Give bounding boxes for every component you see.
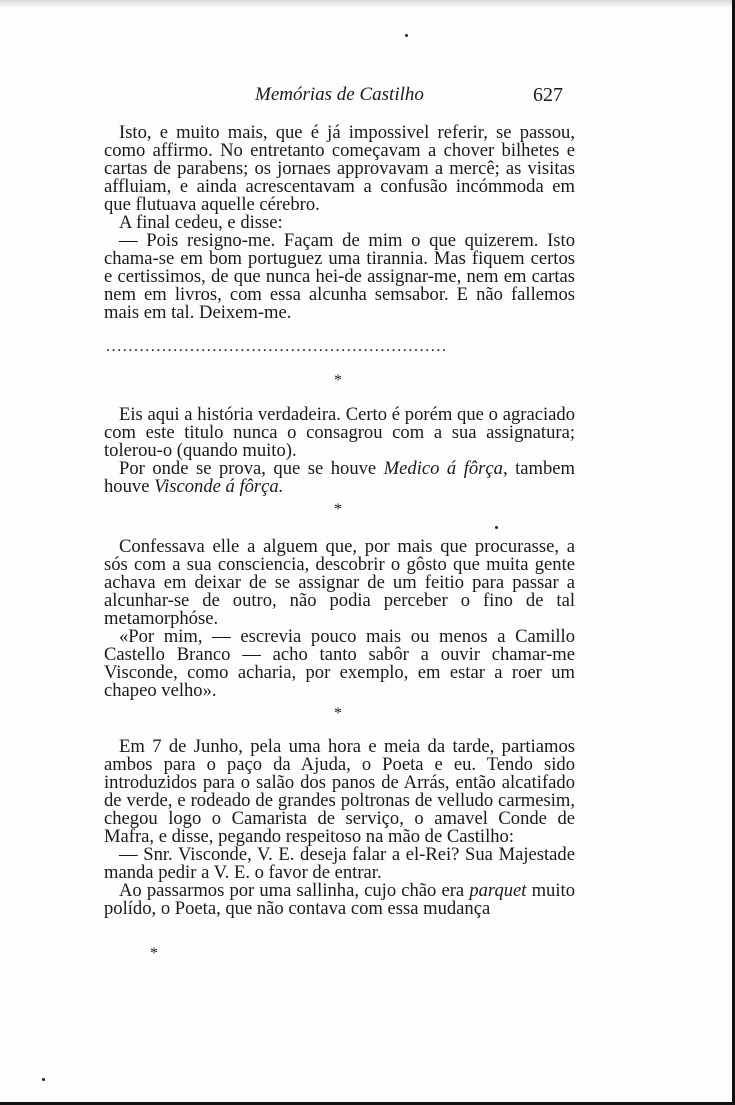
paragraph: — Snr. Visconde, V. E. deseja falar a el-Rei? Sua Majestade manda pedir a V. E. o favor de entrar. [104,844,575,883]
paragraph: Isto, e muito mais, que é já impossivel referir, se passou, como affirmo. No entretanto começavam a chover bilhetes e cartas de parabens; os jornaes approvavam a mercê; as visitas affluiam, e ainda acrescentavam a confusão incómmoda em que flutuava aquelle cérebro. [104,122,575,215]
running-title: Memórias de Castilho [255,84,424,105]
paragraph: Confessava elle a alguem que, por mais que procurasse, a sós com a sua consciencia, descobrir o gôsto que muita gente achava em deixar de se assignar de um feitio para passar a alcunhar-se de outro, não podia perceber o fino de tal metamorphóse. [104,536,575,629]
paragraph [104,882,575,918]
text-run: muito polído, o Poeta, que não contava com essa mudança [104,880,575,919]
page-top-edge [0,0,732,8]
paragraph: «Por mim, — escrevia pouco mais ou menos a Camillo Castello Branco — acho tanto sabôr a ouvir chamar-me Visconde, como acharia, por exemplo, em estar a roer um chapeo velho». [104,626,575,701]
section-separator: * [334,372,342,389]
paragraph: Eis aqui a história verdadeira. Certo é porém que o agraciado com este titulo nunca o consagrou com a sua assignatura; tolerou-o (quando muito). [104,404,575,461]
section-4 [104,738,575,918]
italic-title: Visconde á fôrça. [154,476,284,497]
paragraph: A final cedeu, e disse: [119,212,283,233]
italic-word: parquet [469,880,527,901]
print-speck [495,526,498,529]
section-3 [104,538,575,700]
section-2 [104,406,575,496]
section-separator: * [150,945,158,962]
section-separator: * [334,705,342,722]
text-run: Por onde se prova, que se houve [119,458,384,479]
section-1 [104,124,575,322]
italic-title: Medico á fôrça, [383,458,508,479]
text-run: tambem houve [104,458,575,497]
paragraph: — Pois resigno-me. Façam de mim o que quizerem. Isto chama-se em bom portuguez uma tirannia. Mas fiquem certos e certissimos, de que nunca hei-de assignar-me, nem em cartas nem em livros, com essa alcunha semsabor. E não fallemos mais em tal. Deixem-me. [104,230,575,323]
page-number: 627 [533,84,563,106]
paragraph [104,460,575,496]
running-head [0,84,735,114]
print-speck [42,1078,45,1081]
text-run: Ao passarmos por uma sallinha, cujo chão era [119,880,470,901]
ellipsis-line: ............................................................. [106,338,448,355]
print-speck [405,34,408,37]
section-separator: * [334,501,342,518]
paragraph: Em 7 de Junho, pela uma hora e meia da tarde, partiamos ambos para o paço da Ajuda, o Poeta e eu. Tendo sido introduzidos para o salão dos panos de Arrás, então alcatifado de verde, e rodeado de grandes poltronas de velludo carmesim, chegou logo o Camarista de serviço, o amavel Conde de Mafra, e disse, pegando respeitoso na mão de Castilho: [104,736,575,847]
